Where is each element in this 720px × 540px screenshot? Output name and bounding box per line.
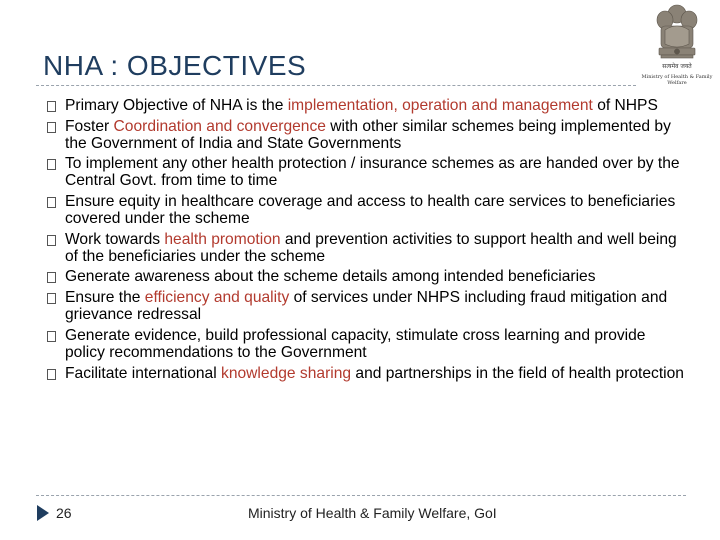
objective-text: Generate evidence, build professional capacity, stimulate cross learning and provide policy recommendations to the Government bbox=[65, 326, 646, 361]
objective-item bbox=[47, 97, 687, 114]
objective-highlight: knowledge sharing bbox=[221, 364, 352, 382]
bullet-icon bbox=[47, 197, 56, 208]
bullet-icon bbox=[47, 331, 56, 342]
bullet-icon bbox=[47, 272, 56, 283]
objective-item bbox=[47, 155, 687, 189]
objective-text: Primary Objective of NHA is the bbox=[65, 97, 288, 114]
footer-divider bbox=[36, 495, 686, 496]
objective-highlight: efficiency and quality bbox=[144, 289, 290, 307]
objective-text: To implement any other health protection / insurance schemes as are handed over by the Central Govt. from time to time bbox=[65, 155, 680, 190]
objective-text-end: of NHPS bbox=[592, 97, 658, 114]
objective-text: Ensure equity in healthcare coverage and access to health care services to beneficiaries covered under the scheme bbox=[65, 193, 676, 228]
objective-text: Facilitate international bbox=[65, 364, 222, 382]
objective-item bbox=[47, 289, 687, 323]
objective-item bbox=[47, 365, 687, 382]
objective-item bbox=[47, 327, 687, 361]
objective-item bbox=[47, 193, 687, 227]
bullet-icon bbox=[47, 159, 56, 170]
emblem-script: सत्यमेव जयते bbox=[662, 63, 692, 70]
objective-text: Ensure the bbox=[65, 289, 145, 307]
emblem-label: Ministry of Health & Family Welfare bbox=[641, 74, 713, 86]
arrow-right-icon bbox=[37, 505, 49, 521]
bullet-icon bbox=[47, 369, 56, 380]
objective-text: Generate awareness about the scheme details among intended beneficiaries bbox=[65, 268, 596, 286]
page-number: 26 bbox=[56, 505, 72, 521]
slide-title: NHA : OBJECTIVES bbox=[43, 50, 307, 81]
bullet-icon bbox=[47, 122, 56, 133]
objective-item bbox=[47, 268, 687, 285]
objective-text-end: and partnerships in the field of health protection bbox=[351, 364, 684, 382]
objectives-list bbox=[47, 97, 687, 385]
objective-text: Foster bbox=[65, 117, 114, 135]
bullet-icon bbox=[47, 293, 56, 304]
objective-highlight: Coordination and convergence bbox=[113, 117, 326, 135]
bullet-icon bbox=[47, 235, 56, 246]
objective-highlight: implementation, operation and management bbox=[287, 97, 593, 114]
footer-text: Ministry of Health & Family Welfare, GoI bbox=[248, 505, 497, 521]
objective-item bbox=[47, 231, 687, 265]
objective-text-end: of services under NHPS including fraud mitigation and grievance redressal bbox=[65, 289, 668, 324]
objective-highlight: health promotion bbox=[164, 230, 281, 248]
objective-item bbox=[47, 118, 687, 152]
bullet-icon bbox=[47, 101, 56, 112]
title-divider bbox=[36, 85, 636, 86]
objective-text-end: and prevention activities to support health and well being of the beneficiaries under the scheme bbox=[65, 230, 677, 265]
objective-text-end: with other similar schemes being implemented by the Government of India and State Governments bbox=[65, 117, 671, 152]
objective-text: Work towards bbox=[65, 230, 165, 248]
